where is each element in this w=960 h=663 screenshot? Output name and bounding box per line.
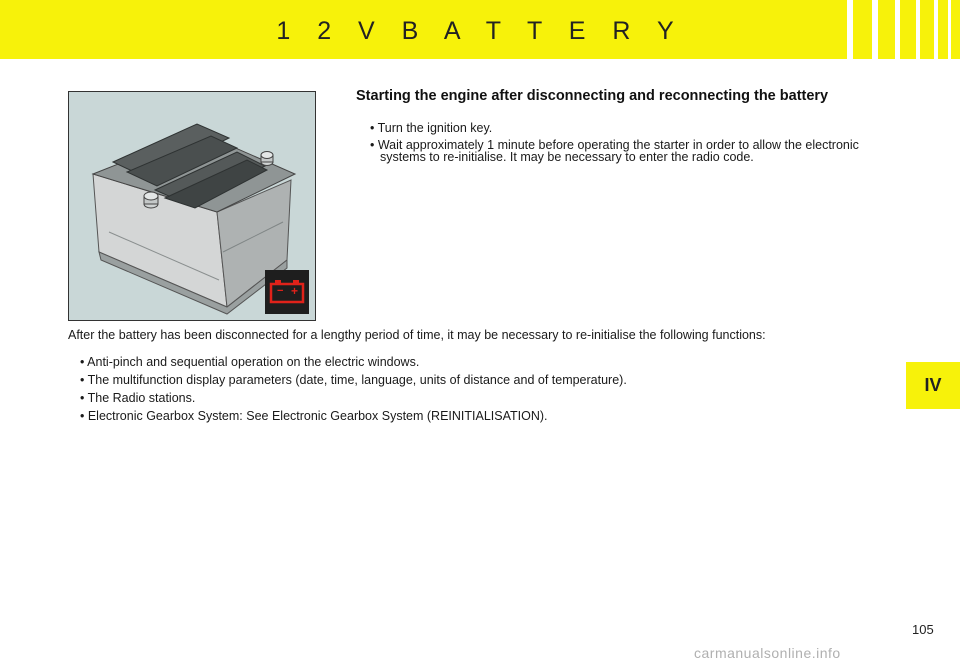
header-stripe	[872, 0, 878, 59]
list-item: • The multifunction display parameters (date, time, language, units of distance and of temperature).	[80, 373, 627, 387]
positive-terminal-label: +	[291, 284, 299, 298]
chapter-tab: IV	[906, 362, 960, 409]
header-stripe	[934, 0, 938, 59]
battery-illustration	[68, 91, 316, 321]
restart-steps-list	[367, 122, 867, 168]
list-item: • Electronic Gearbox System: See Electronic Gearbox System (REINITIALISATION).	[80, 409, 548, 423]
list-item: • Turn the ignition key.	[370, 121, 493, 135]
reinitialise-functions-list	[80, 356, 880, 428]
battery-warning-icon	[265, 270, 309, 314]
intro-paragraph: After the battery has been disconnected for a lengthy period of time, it may be necessary to re-initialise the following functions:	[68, 328, 766, 342]
section-heading: Starting the engine after disconnecting and reconnecting the battery	[356, 88, 829, 104]
header-bar	[0, 0, 960, 59]
header-stripe	[916, 0, 920, 59]
list-item: • Anti-pinch and sequential operation on the electric windows.	[80, 355, 420, 369]
list-item: • The Radio stations.	[80, 391, 196, 405]
header-stripe	[895, 0, 900, 59]
watermark: carmanualsonline.info	[694, 645, 841, 661]
header-stripe	[948, 0, 951, 59]
page-title: 1 2 V B A T T E R Y	[276, 17, 684, 45]
list-item: • Wait approximately 1 minute before operating the starter in order to allow the electronic systems to re-initialise. It may be necessary to enter the radio code.	[370, 137, 859, 164]
negative-terminal-label: −	[277, 285, 284, 297]
header-stripe	[847, 0, 853, 59]
page-number: 105	[912, 622, 934, 637]
